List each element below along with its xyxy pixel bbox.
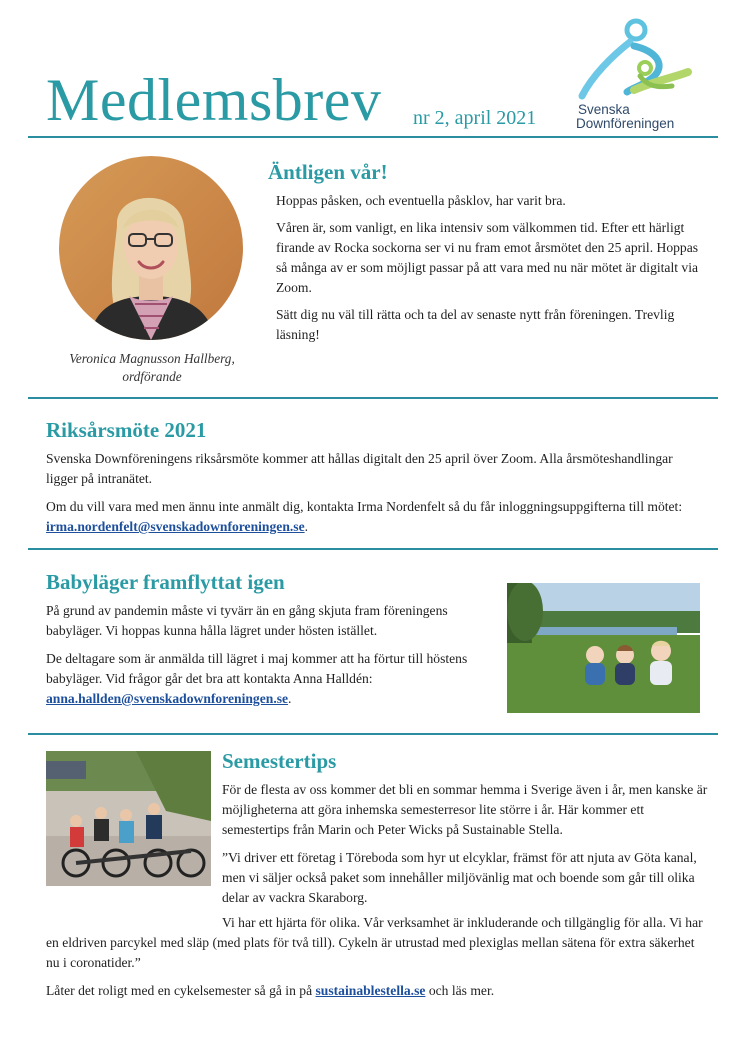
caption-role: ordförande (122, 369, 182, 384)
riksarsmote-paragraph-2 (46, 497, 706, 537)
semestertips-paragraph-2: ”Vi driver ett företag i Töreboda som hyr ut elcyklar, främst för att njuta av Göta kanal, men vi säljer också paket som innehåller miljövänlig mat och boende som går till olika delar av vackra Skaraborg. (222, 850, 697, 905)
bike-illustration (46, 751, 211, 886)
intro-paragraph-2: Våren är, som vanligt, en lika intensiv som välkommen tid. Efter ett härligt firande av Rocka sockorna ser vi nu fram emot årsmötet den 25 april. Hoppas så många av er som möjligt passar på att vara med nu när mötet är digitalt via Zoom. (276, 220, 699, 295)
intro-paragraph-3: Sätt dig nu väl till rätta och ta del av senaste nytt från föreningen. Trevlig läsning! (276, 307, 675, 342)
semestertips-paragraph-3: Vi har ett hjärta för olika. Vår verksamhet är inkluderande och tillgänglig för alla. Vi har en eldriven parcykel med släp (med plats för två till). Cykeln är utrustad med plexiglas mellan sätena för extra säkerhet nu i coronatider.” (46, 915, 703, 970)
babies-on-lawn-photo (507, 583, 700, 713)
semestertips-p4-end: och läs mer. (425, 983, 495, 998)
chair-portrait-photo (59, 156, 243, 340)
babylager-heading: Babyläger framflyttat igen (46, 570, 285, 594)
semestertips-paragraph-4 (46, 981, 710, 1001)
masthead-rule (28, 136, 718, 138)
semestertips-section (222, 749, 708, 916)
intro-section (268, 160, 708, 352)
riksarsmote-p2-end: . (304, 519, 309, 534)
semestertips-heading: Semestertips (222, 749, 337, 773)
irma-email-link[interactable]: irma.nordenfelt@svenskadownforeningen.se (46, 519, 305, 534)
logo-text-line2: Downföreningen (576, 116, 675, 131)
tandem-bike-photo (46, 751, 211, 886)
sustainablestella-link[interactable]: sustainablestella.se (315, 983, 426, 998)
anna-email-link[interactable]: anna.hallden@svenskadownforeningen.se (46, 691, 289, 706)
semestertips-p4-text: Låter det roligt med en cykelsemester så gå in på (46, 983, 316, 998)
babylager-section (46, 570, 486, 717)
semestertips-paragraph-1: För de flesta av oss kommer det bli en sommar hemma i Sverige även i år, men kanske är möjligheterna att göra inhemska semesterresor lite större i år. Här kommer ett semestertips från Marin och Peter Wicks på Sustainable Stella. (222, 782, 708, 837)
logo-text-line1: Svenska (578, 102, 630, 117)
intro-heading: Äntligen vår! (268, 160, 388, 184)
section-rule-3 (28, 733, 718, 735)
riksarsmote-heading: Riksårsmöte 2021 (46, 418, 207, 442)
riksarsmote-section (46, 418, 706, 545)
semestertips-continued (46, 913, 710, 1009)
issue-label: nr 2, april 2021 (413, 107, 537, 129)
babies-illustration (507, 583, 700, 713)
portrait-illustration (59, 156, 243, 340)
masthead (0, 0, 746, 140)
intro-paragraph-1: Hoppas påsken, och eventuella påsklov, har varit bra. (276, 193, 566, 208)
babylager-paragraph-2 (46, 649, 486, 709)
babylager-p2-end: . (288, 691, 292, 706)
portrait-caption (50, 350, 254, 386)
babylager-p2-text: De deltagare som är anmälda till lägret i maj kommer att ha förtur till höstens babyläger. Vid frågor går det bra att kontakta Anna Halldén: (46, 651, 468, 686)
section-rule-2 (28, 548, 718, 550)
section-rule-1 (28, 397, 718, 399)
riksarsmote-paragraph-1: Svenska Downföreningens riksårsmöte kommer att hållas digitalt den 25 april över Zoom. Alla årsmöteshandlingar ligger på intranätet. (46, 451, 673, 486)
newsletter-title: Medlemsbrev (46, 67, 382, 133)
babylager-paragraph-1: På grund av pandemin måste vi tyvärr än en gång skjuta fram föreningens babyläger. Vi hoppas kunna hålla lägret under hösten istället. (46, 603, 448, 638)
caption-name: Veronica Magnusson Hallberg, (69, 351, 235, 366)
riksarsmote-p2-text: Om du vill vara med men ännu inte anmält dig, kontakta Irma Nordenfelt så du får inloggningsuppgifterna till mötet: (46, 499, 683, 514)
